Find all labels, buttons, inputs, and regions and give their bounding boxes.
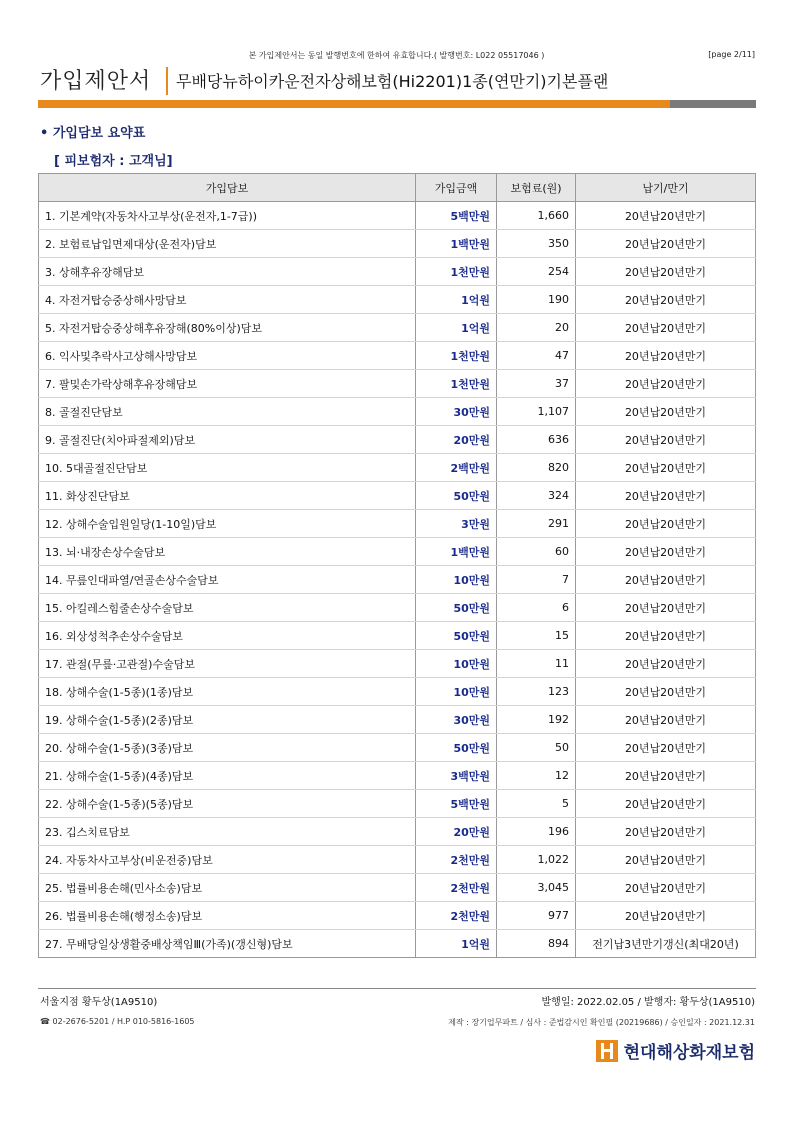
table-row [39, 846, 756, 874]
company-logo [596, 1038, 755, 1063]
page-number: [page 2/11] [708, 50, 755, 59]
title-divider [166, 67, 168, 95]
coverage-amount: 1억원 [416, 930, 497, 958]
coverage-term: 20년납20년만기 [576, 818, 756, 846]
coverage-term: 20년납20년만기 [576, 202, 756, 230]
table-row [39, 482, 756, 510]
coverage-amount: 20만원 [416, 426, 497, 454]
table-row [39, 594, 756, 622]
coverage-premium: 123 [497, 678, 576, 706]
coverage-amount: 5백만원 [416, 790, 497, 818]
coverage-term: 20년납20년만기 [576, 734, 756, 762]
coverage-term: 20년납20년만기 [576, 650, 756, 678]
table-row [39, 622, 756, 650]
coverage-premium: 254 [497, 258, 576, 286]
coverage-premium: 15 [497, 622, 576, 650]
coverage-premium: 190 [497, 286, 576, 314]
coverage-term: 20년납20년만기 [576, 398, 756, 426]
coverage-term: 20년납20년만기 [576, 706, 756, 734]
coverage-amount: 2천만원 [416, 846, 497, 874]
coverage-name: 13. 뇌·내장손상수술담보 [39, 538, 416, 566]
coverage-amount: 1천만원 [416, 258, 497, 286]
coverage-amount: 1천만원 [416, 370, 497, 398]
table-row [39, 510, 756, 538]
company-name: 현대해상화재보험 [623, 1043, 755, 1063]
coverage-term: 20년납20년만기 [576, 286, 756, 314]
coverage-amount: 30만원 [416, 706, 497, 734]
coverage-amount: 2천만원 [416, 902, 497, 930]
coverage-name: 8. 골절진단담보 [39, 398, 416, 426]
coverage-term: 20년납20년만기 [576, 454, 756, 482]
coverage-premium: 47 [497, 342, 576, 370]
coverage-premium: 6 [497, 594, 576, 622]
coverage-name: 11. 화상진단담보 [39, 482, 416, 510]
footer-divider [38, 988, 756, 989]
coverage-term: 20년납20년만기 [576, 230, 756, 258]
table-row [39, 818, 756, 846]
column-header-premium: 보험료(원) [497, 174, 576, 202]
coverage-term: 20년납20년만기 [576, 594, 756, 622]
document-title: 가입제안서 [40, 69, 152, 94]
coverage-term: 20년납20년만기 [576, 678, 756, 706]
table-row [39, 930, 756, 958]
coverage-term: 20년납20년만기 [576, 426, 756, 454]
insured-label: [ 피보험자 : 고객님] [54, 154, 173, 169]
coverage-amount: 1백만원 [416, 538, 497, 566]
coverage-name: 5. 자전거탑승중상해후유장해(80%이상)담보 [39, 314, 416, 342]
coverage-amount: 3만원 [416, 510, 497, 538]
coverage-name: 4. 자전거탑승중상해사망담보 [39, 286, 416, 314]
column-header-amount: 가입금액 [416, 174, 497, 202]
coverage-premium: 1,107 [497, 398, 576, 426]
coverage-term: 20년납20년만기 [576, 566, 756, 594]
table-row [39, 454, 756, 482]
coverage-premium: 636 [497, 426, 576, 454]
coverage-premium: 192 [497, 706, 576, 734]
table-row [39, 790, 756, 818]
coverage-name: 9. 골절진단(치아파절제외)담보 [39, 426, 416, 454]
table-row [39, 538, 756, 566]
coverage-term: 20년납20년만기 [576, 622, 756, 650]
table-row [39, 286, 756, 314]
coverage-term: 20년납20년만기 [576, 874, 756, 902]
coverage-premium: 977 [497, 902, 576, 930]
coverage-premium: 1,022 [497, 846, 576, 874]
table-row [39, 398, 756, 426]
coverage-amount: 1백만원 [416, 230, 497, 258]
review-info: 제작 : 장기업무파트 / 심사 : 준법감시인 확인필 (20219686) / 승인일자 : 2021.12.31 [448, 1018, 755, 1027]
coverage-term: 20년납20년만기 [576, 790, 756, 818]
coverage-term: 20년납20년만기 [576, 762, 756, 790]
validity-notice: 본 가입제안서는 동일 발행번호에 한하여 유효합니다.( 발행번호: L022 05517046 ) [248, 51, 545, 60]
coverage-term: 20년납20년만기 [576, 538, 756, 566]
coverage-term: 20년납20년만기 [576, 258, 756, 286]
coverage-premium: 3,045 [497, 874, 576, 902]
coverage-premium: 291 [497, 510, 576, 538]
coverage-amount: 50만원 [416, 622, 497, 650]
table-row [39, 230, 756, 258]
coverage-premium: 20 [497, 314, 576, 342]
coverage-amount: 1억원 [416, 314, 497, 342]
coverage-name: 15. 아킬레스힘줄손상수술담보 [39, 594, 416, 622]
coverage-name: 3. 상해후유장해담보 [39, 258, 416, 286]
coverage-premium: 350 [497, 230, 576, 258]
coverage-amount: 50만원 [416, 482, 497, 510]
coverage-name: 26. 법률비용손해(행정소송)담보 [39, 902, 416, 930]
section-title: • 가입담보 요약표 [40, 126, 146, 141]
coverage-table [38, 173, 756, 958]
issue-info: 발행일: 2022.02.05 / 발행자: 황두상(1A9510) [541, 997, 755, 1008]
coverage-name: 17. 관절(무릎·고관절)수술담보 [39, 650, 416, 678]
coverage-amount: 1천만원 [416, 342, 497, 370]
coverage-amount: 10만원 [416, 678, 497, 706]
coverage-amount: 10만원 [416, 566, 497, 594]
table-row [39, 258, 756, 286]
coverage-amount: 20만원 [416, 818, 497, 846]
table-row [39, 734, 756, 762]
coverage-premium: 60 [497, 538, 576, 566]
table-row [39, 202, 756, 230]
table-row [39, 762, 756, 790]
table-row [39, 426, 756, 454]
coverage-term: 20년납20년만기 [576, 902, 756, 930]
coverage-premium: 12 [497, 762, 576, 790]
coverage-name: 7. 팔및손가락상해후유장해담보 [39, 370, 416, 398]
table-row [39, 566, 756, 594]
coverage-premium: 37 [497, 370, 576, 398]
coverage-amount: 10만원 [416, 650, 497, 678]
coverage-premium: 5 [497, 790, 576, 818]
coverage-term: 20년납20년만기 [576, 314, 756, 342]
coverage-amount: 2백만원 [416, 454, 497, 482]
coverage-name: 23. 깁스치료담보 [39, 818, 416, 846]
coverage-table-body [39, 202, 756, 958]
coverage-name: 25. 법률비용손해(민사소송)담보 [39, 874, 416, 902]
coverage-name: 14. 무릎인대파열/연골손상수술담보 [39, 566, 416, 594]
coverage-premium: 324 [497, 482, 576, 510]
coverage-name: 20. 상해수술(1-5종)(3종)담보 [39, 734, 416, 762]
coverage-amount: 50만원 [416, 734, 497, 762]
coverage-amount: 30만원 [416, 398, 497, 426]
coverage-name: 12. 상해수술입원일당(1-10일)담보 [39, 510, 416, 538]
contact-phone: ☎ 02-2676-5201 / H.P 010-5816-1605 [40, 1017, 195, 1026]
coverage-name: 22. 상해수술(1-5종)(5종)담보 [39, 790, 416, 818]
coverage-premium: 196 [497, 818, 576, 846]
table-row [39, 342, 756, 370]
coverage-name: 2. 보험료납입면제대상(운전자)담보 [39, 230, 416, 258]
coverage-premium: 820 [497, 454, 576, 482]
table-row [39, 706, 756, 734]
coverage-amount: 2천만원 [416, 874, 497, 902]
coverage-term: 20년납20년만기 [576, 510, 756, 538]
plan-name: 무배당뉴하이카운전자상해보험(Hi2201)1종(연만기)기본플랜 [176, 72, 609, 91]
coverage-name: 1. 기본계약(자동차사고부상(운전자,1-7급)) [39, 202, 416, 230]
table-row [39, 314, 756, 342]
coverage-term: 20년납20년만기 [576, 482, 756, 510]
column-header-coverage: 가입담보 [39, 174, 416, 202]
header-bar-orange [38, 100, 670, 108]
coverage-name: 16. 외상성척추손상수술담보 [39, 622, 416, 650]
coverage-name: 10. 5대골절진단담보 [39, 454, 416, 482]
column-header-term: 납기/만기 [576, 174, 756, 202]
coverage-amount: 50만원 [416, 594, 497, 622]
coverage-premium: 50 [497, 734, 576, 762]
header-bar-gray [670, 100, 756, 108]
coverage-term: 20년납20년만기 [576, 846, 756, 874]
coverage-term: 전기납3년만기갱신(최대20년) [576, 930, 756, 958]
table-row [39, 874, 756, 902]
table-row [39, 650, 756, 678]
coverage-amount: 1억원 [416, 286, 497, 314]
coverage-premium: 11 [497, 650, 576, 678]
coverage-amount: 5백만원 [416, 202, 497, 230]
table-row [39, 902, 756, 930]
coverage-premium: 7 [497, 566, 576, 594]
coverage-term: 20년납20년만기 [576, 342, 756, 370]
coverage-amount: 3백만원 [416, 762, 497, 790]
table-row [39, 678, 756, 706]
logo-h-icon [596, 1040, 618, 1062]
table-row [39, 370, 756, 398]
coverage-name: 18. 상해수술(1-5종)(1종)담보 [39, 678, 416, 706]
table-header-row [39, 174, 756, 202]
coverage-name: 19. 상해수술(1-5종)(2종)담보 [39, 706, 416, 734]
coverage-term: 20년납20년만기 [576, 370, 756, 398]
coverage-premium: 1,660 [497, 202, 576, 230]
coverage-premium: 894 [497, 930, 576, 958]
coverage-name: 27. 무배당일상생활중배상책임Ⅲ(가족)(갱신형)담보 [39, 930, 416, 958]
agent-info: 서울지점 황두상(1A9510) [40, 997, 158, 1008]
coverage-name: 24. 자동차사고부상(비운전중)담보 [39, 846, 416, 874]
coverage-name: 21. 상해수술(1-5종)(4종)담보 [39, 762, 416, 790]
coverage-name: 6. 익사및추락사고상해사망담보 [39, 342, 416, 370]
